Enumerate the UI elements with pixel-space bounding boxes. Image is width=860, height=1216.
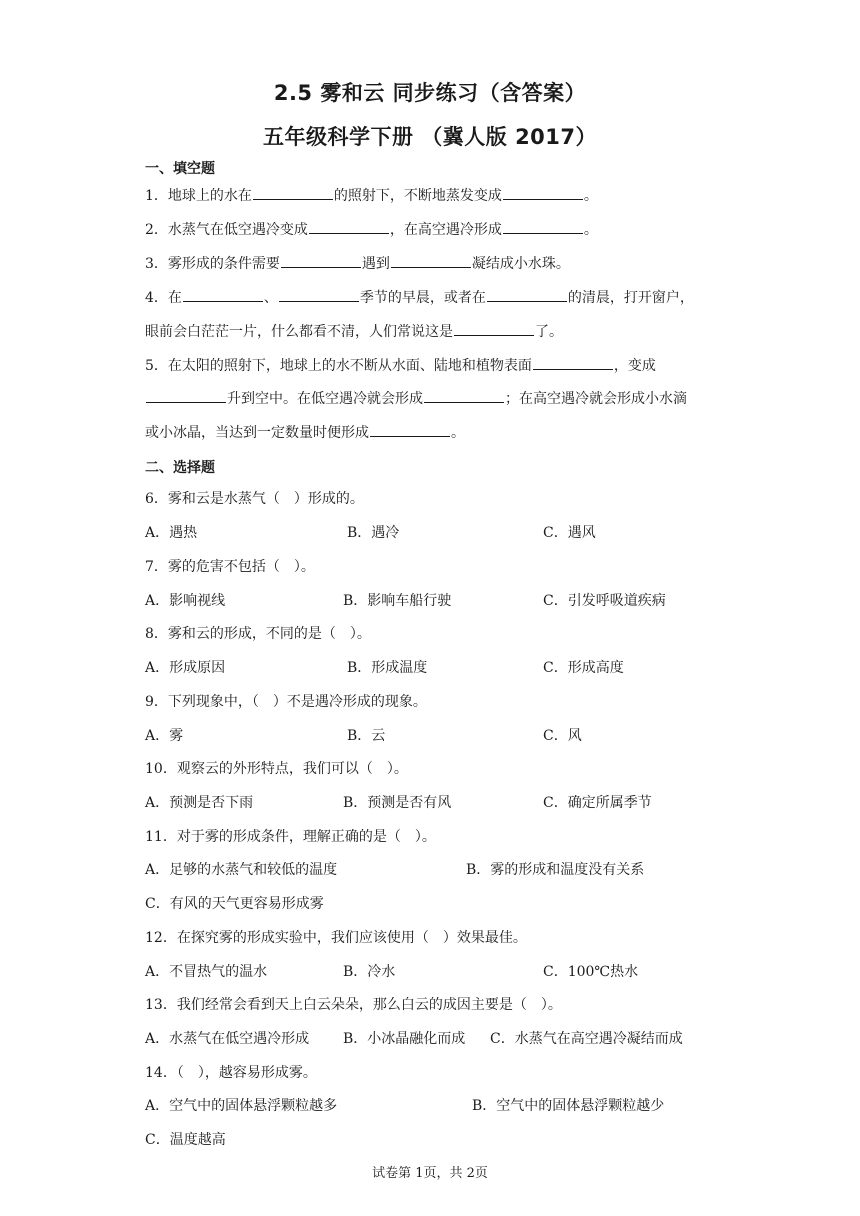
option-b[interactable]: B．雾的形成和温度没有关系 (466, 862, 645, 878)
question-5: 5．在太阳的照射下，地球上的水不断从水面、陆地和植物表面 ，变成 (145, 354, 656, 376)
option-b[interactable]: B．小冰晶融化而成 (343, 1031, 466, 1047)
option-a[interactable]: A．不冒热气的温水 (145, 964, 268, 980)
option-a[interactable]: A．空气中的固体悬浮颗粒越多 (145, 1098, 338, 1114)
option-a[interactable]: A．预测是否下雨 (145, 795, 254, 811)
question-9: 9．下列现象中，（ ）不是遇冷形成的现象。 (145, 694, 427, 710)
option-b[interactable]: B．冷水 (343, 964, 396, 980)
answer-blank[interactable] (503, 184, 583, 200)
answer-blank[interactable] (146, 387, 226, 403)
question-5-cont: 升到空中。在低空遇冷就会形成 ；在高空遇冷就会形成小水滴 (145, 387, 687, 409)
option-b[interactable]: B．形成温度 (347, 660, 428, 676)
option-c[interactable]: C．水蒸气在高空遇冷凝结而成 (490, 1031, 683, 1047)
answer-blank[interactable] (533, 354, 613, 370)
question-5-cont2: 或小冰晶，当达到一定数量时便形成 。 (145, 421, 465, 443)
answer-blank[interactable] (424, 387, 504, 403)
option-b[interactable]: B．空气中的固体悬浮颗粒越少 (472, 1098, 665, 1114)
option-c[interactable]: C．确定所属季节 (543, 795, 652, 811)
question-11: 11．对于雾的形成条件，理解正确的是（ ）。 (145, 829, 436, 845)
option-a[interactable]: A．水蒸气在低空遇冷形成 (145, 1031, 310, 1047)
option-c[interactable]: C．100℃热水 (543, 964, 639, 980)
answer-blank[interactable] (279, 286, 359, 302)
option-b[interactable]: B．预测是否有风 (343, 795, 452, 811)
option-b[interactable]: B．遇冷 (347, 525, 400, 541)
option-a[interactable]: A．形成原因 (145, 660, 226, 676)
answer-blank[interactable] (391, 252, 471, 268)
section-heading-fill: 一、填空题 (145, 161, 215, 177)
question-7: 7．雾的危害不包括（ ）。 (145, 559, 315, 575)
document-title: 2.5 雾和云 同步练习（含答案） (273, 81, 587, 105)
question-8: 8．雾和云的形成，不同的是（ ）。 (145, 626, 371, 642)
option-a[interactable]: A．遇热 (145, 525, 198, 541)
answer-blank[interactable] (183, 286, 263, 302)
question-2: 2．水蒸气在低空遇冷变成 ，在高空遇冷形成 。 (145, 218, 598, 240)
answer-blank[interactable] (370, 421, 450, 437)
question-12: 12．在探究雾的形成实验中，我们应该使用（ ）效果最佳。 (145, 930, 527, 946)
question-10: 10．观察云的外形特点，我们可以（ ）。 (145, 761, 408, 777)
answer-blank[interactable] (309, 218, 389, 234)
answer-blank[interactable] (503, 218, 583, 234)
question-6: 6．雾和云是水蒸气（ ）形成的。 (145, 491, 364, 507)
question-4-cont: 眼前会白茫茫一片，什么都看不清，人们常说这是 了。 (145, 320, 563, 342)
question-3: 3．雾形成的条件需要 遇到 凝结成小水珠。 (145, 252, 570, 274)
answer-blank[interactable] (487, 286, 567, 302)
answer-blank[interactable] (454, 320, 534, 336)
answer-blank[interactable] (253, 184, 333, 200)
question-13: 13．我们经常会看到天上白云朵朵，那么白云的成因主要是（ ）。 (145, 997, 562, 1013)
section-heading-choice: 二、选择题 (145, 460, 215, 476)
option-c[interactable]: C．遇风 (543, 525, 596, 541)
option-a[interactable]: A．影响视线 (145, 593, 226, 609)
option-b[interactable]: B．云 (347, 728, 386, 744)
question-14: 14．（ ），越容易形成雾。 (145, 1065, 317, 1081)
option-c[interactable]: C．引发呼吸道疾病 (543, 593, 666, 609)
option-a[interactable]: A．足够的水蒸气和较低的温度 (145, 862, 338, 878)
option-a[interactable]: A．雾 (145, 728, 184, 744)
option-c[interactable]: C．风 (543, 728, 582, 744)
answer-blank[interactable] (281, 252, 361, 268)
option-c[interactable]: C．形成高度 (543, 660, 624, 676)
option-b[interactable]: B．影响车船行驶 (343, 593, 452, 609)
question-1: 1．地球上的水在 的照射下，不断地蒸发变成 。 (145, 184, 598, 206)
question-4: 4．在 、 季节的早晨，或者在 的清晨，打开窗户， (145, 286, 694, 308)
option-c[interactable]: C．温度越高 (145, 1132, 226, 1148)
option-c[interactable]: C．有风的天气更容易形成雾 (145, 896, 324, 912)
document-subtitle: 五年级科学下册 （冀人版 2017） (262, 125, 598, 149)
page-footer: 试卷第 1页，共 2页 (372, 1166, 488, 1181)
